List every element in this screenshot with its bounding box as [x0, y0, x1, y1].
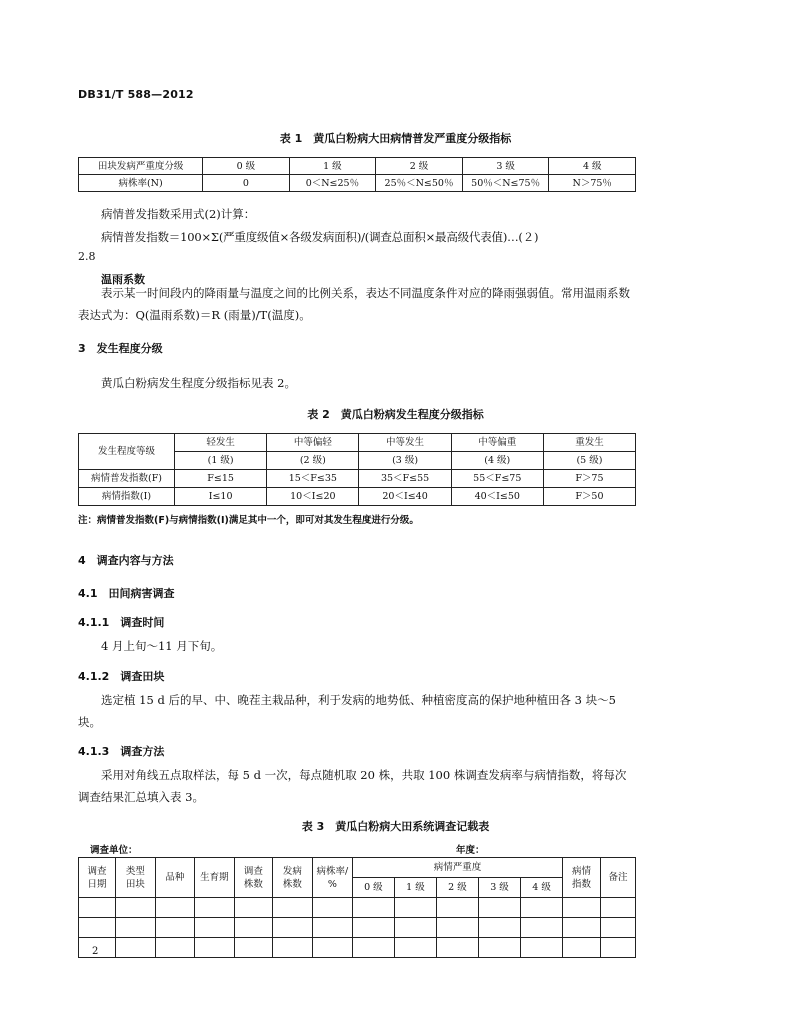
- table-cell: [352, 938, 394, 958]
- table-cell: [352, 898, 394, 918]
- table-cell: (2 级): [267, 452, 359, 470]
- table-cell: [155, 918, 194, 938]
- table-cell: [436, 898, 478, 918]
- table-cell: [478, 898, 520, 918]
- table-cell: 病株率(N): [79, 175, 203, 192]
- table-cell: F＞50: [543, 488, 635, 506]
- table-row: [79, 918, 636, 938]
- table-cell: [312, 938, 352, 958]
- table-cell: [234, 938, 272, 958]
- table-cell: 3 级: [462, 158, 549, 175]
- table-cell: [79, 858, 116, 898]
- page-number: 2: [92, 946, 99, 957]
- table-cell: [234, 858, 272, 898]
- cell-text: 株数: [282, 878, 302, 890]
- table3: [78, 857, 636, 958]
- table-cell: 4 级: [549, 158, 636, 175]
- table-row: [79, 898, 636, 918]
- table-cell: [234, 918, 272, 938]
- paragraph: 表示某一时间段内的降雨量与温度之间的比例关系，表达不同温度条件对应的降雨强弱值。常用温雨系数表达式为：Q(温雨系数)＝R (雨量)/T(温度)。: [78, 286, 630, 322]
- cell-text: 日期: [87, 878, 107, 890]
- cell-text: 田块: [125, 878, 145, 890]
- table-cell: 品种: [155, 858, 194, 898]
- table-cell: [272, 918, 312, 938]
- formula: 病情普发指数＝100×Σ(严重度级值×各级发病面积)/(调查总面积×最高级代表值)…(２): [101, 230, 539, 244]
- table-cell: 田块发病严重度分级: [79, 158, 203, 175]
- table-cell: 中等偏重: [451, 434, 543, 452]
- table-row: [79, 434, 636, 452]
- table-cell: 病情普发指数(F): [79, 470, 175, 488]
- cell-text: 调查: [87, 865, 107, 877]
- table-cell: [521, 918, 563, 938]
- table1: [78, 157, 636, 192]
- table-cell: 中等发生: [359, 434, 451, 452]
- section-title: 4.1.2 调查田块: [78, 670, 165, 683]
- section-title: 4.1.3 调查方法: [78, 745, 165, 758]
- table-cell: [563, 918, 601, 938]
- paragraph: 病情普发指数采用式(2)计算：: [101, 207, 256, 221]
- table-cell: [563, 858, 601, 898]
- table-cell: [521, 898, 563, 918]
- table-cell: [115, 918, 155, 938]
- section-title: 4 调查内容与方法: [78, 554, 174, 567]
- table-cell: [234, 898, 272, 918]
- cell-text: %: [327, 878, 337, 890]
- table-cell: (3 级): [359, 452, 451, 470]
- table-cell: [79, 898, 116, 918]
- table-cell: [601, 918, 636, 938]
- table-cell: 1 级: [394, 878, 436, 898]
- table-cell: 3 级: [478, 878, 520, 898]
- table-cell: N＞75％: [549, 175, 636, 192]
- table-cell: [312, 898, 352, 918]
- table-cell: [312, 858, 352, 898]
- paragraph: 黄瓜白粉病发生程度分级指标见表 2。: [101, 376, 296, 390]
- table-row: [79, 175, 636, 192]
- section-title: 3 发生程度分级: [78, 342, 163, 355]
- table-row: [79, 488, 636, 506]
- table-cell: [521, 938, 563, 958]
- table-cell: [478, 938, 520, 958]
- table-cell: [115, 858, 155, 898]
- table-cell: 0: [203, 175, 289, 192]
- section-title: 4.1.1 调查时间: [78, 616, 165, 629]
- table-cell: F≤15: [175, 470, 267, 488]
- table-cell: 40＜I≤50: [451, 488, 543, 506]
- table-cell: [312, 918, 352, 938]
- table2: [78, 433, 636, 506]
- table-cell: 发生程度等级: [79, 434, 175, 470]
- table-cell: [478, 918, 520, 938]
- table2-caption: 表 2 黄瓜白粉病发生程度分级指标: [307, 408, 484, 421]
- table-cell: [394, 898, 436, 918]
- unit-label: 调查单位：: [90, 845, 138, 856]
- table1-caption: 表 1 黄瓜白粉病大田病情普发严重度分级指标: [279, 132, 512, 145]
- cell-text: 株数: [243, 878, 263, 890]
- table-row: [79, 470, 636, 488]
- section-title: 温雨系数: [101, 273, 145, 286]
- table-cell: [436, 918, 478, 938]
- table-cell: 病情指数(I): [79, 488, 175, 506]
- table-cell: (1 级): [175, 452, 267, 470]
- table-cell: [563, 938, 601, 958]
- section-title: 4.1 田间病害调查: [78, 587, 175, 600]
- table-cell: 0＜N≤25％: [289, 175, 376, 192]
- table-cell: (4 级): [451, 452, 543, 470]
- table-cell: [194, 938, 234, 958]
- table-cell: [194, 918, 234, 938]
- table-cell: 2 级: [436, 878, 478, 898]
- year-label: 年度：: [456, 845, 485, 856]
- table-cell: 2 级: [376, 158, 463, 175]
- table-cell: 1 级: [289, 158, 376, 175]
- cell-text: 发病: [282, 865, 302, 877]
- doc-header: DB31/T 588—2012: [78, 88, 194, 101]
- cell-text: 类型: [125, 865, 145, 877]
- table-cell: 重发生: [543, 434, 635, 452]
- cell-text: 指数: [572, 878, 592, 890]
- table-cell: F＞75: [543, 470, 635, 488]
- table-cell: [115, 938, 155, 958]
- table-cell: 备注: [601, 858, 636, 898]
- table-cell: (5 级): [543, 452, 635, 470]
- table-cell: [394, 918, 436, 938]
- table-cell: [155, 938, 194, 958]
- table-cell: 20＜I≤40: [359, 488, 451, 506]
- table-row: [79, 158, 636, 175]
- table-cell: 生育期: [194, 858, 234, 898]
- table-cell: 0 级: [352, 878, 394, 898]
- table-cell: [194, 898, 234, 918]
- table-cell: [436, 938, 478, 958]
- table-cell: [272, 898, 312, 918]
- table-cell: 35＜F≤55: [359, 470, 451, 488]
- table-cell: [79, 918, 116, 938]
- table-cell: 轻发生: [175, 434, 267, 452]
- table-row: [79, 858, 636, 878]
- table-cell: [352, 918, 394, 938]
- table-cell: [272, 938, 312, 958]
- paragraph: 4 月上旬～11 月下旬。: [101, 639, 223, 653]
- table-cell: 15＜F≤35: [267, 470, 359, 488]
- cell-text: 调查: [243, 865, 263, 877]
- table-cell: 10＜I≤20: [267, 488, 359, 506]
- table-cell: 50％＜N≤75％: [462, 175, 549, 192]
- cell-text: 病情: [572, 865, 592, 877]
- table-cell: [394, 938, 436, 958]
- table-cell: 中等偏轻: [267, 434, 359, 452]
- table-cell: 病情严重度: [352, 858, 562, 878]
- table2-note: 注：病情普发指数(F)与病情指数(I)满足其中一个，即可对其发生程度进行分级。: [78, 515, 419, 526]
- table-cell: [601, 938, 636, 958]
- table-cell: [563, 898, 601, 918]
- table-row: [79, 938, 636, 958]
- paragraph: 采用对角线五点取样法，每 5 d 一次，每点随机取 20 株，共取 100 株调查发病率与病情指数，将每次调查结果汇总填入表 3。: [78, 768, 627, 804]
- table-cell: 0 级: [203, 158, 289, 175]
- table-cell: [155, 898, 194, 918]
- table-cell: 55＜F≤75: [451, 470, 543, 488]
- table-cell: 25％＜N≤50％: [376, 175, 463, 192]
- table-cell: I≤10: [175, 488, 267, 506]
- cell-text: 病株率/: [316, 865, 349, 877]
- paragraph: 选定植 15 d 后的早、中、晚茬主栽品种，利于发病的地势低、种植密度高的保护地种植田各 3 块～5 块。: [78, 693, 616, 729]
- table-cell: 4 级: [521, 878, 563, 898]
- table-cell: [272, 858, 312, 898]
- table-cell: [115, 898, 155, 918]
- table3-caption: 表 3 黄瓜白粉病大田系统调查记载表: [301, 820, 490, 833]
- table-cell: [601, 898, 636, 918]
- section-number: 2.8: [78, 250, 96, 263]
